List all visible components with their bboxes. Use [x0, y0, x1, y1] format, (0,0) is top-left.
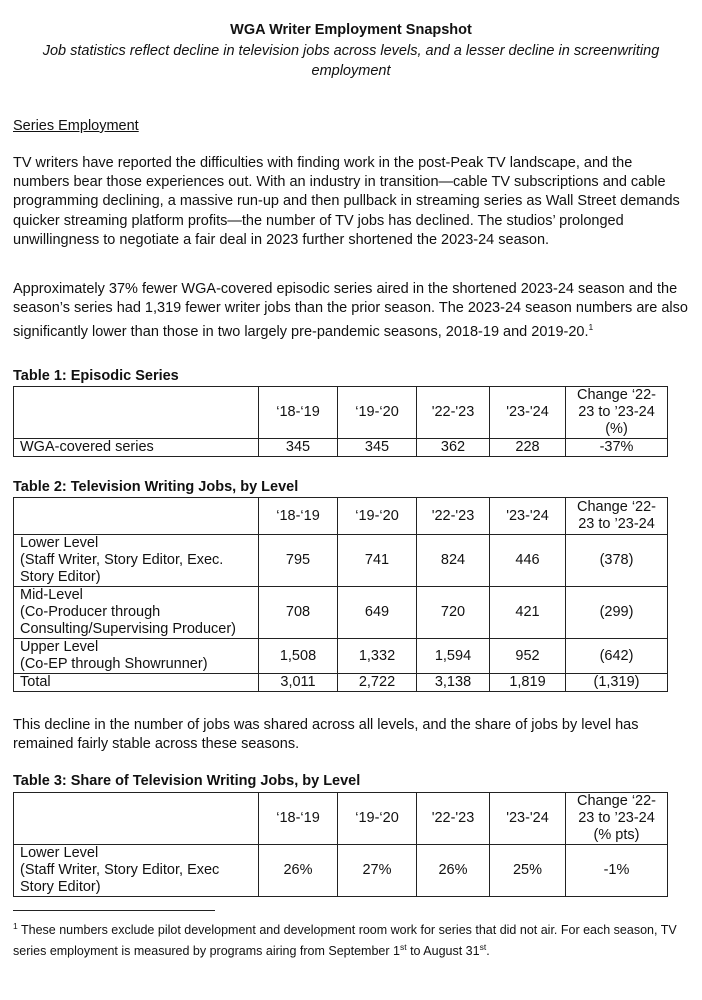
value-cell: 1,508	[259, 639, 338, 674]
footnote-text-2: to August 31	[406, 944, 480, 959]
footnote-divider	[13, 910, 215, 911]
header-cell: '23-'24	[490, 387, 566, 439]
header-cell: '23-'24	[490, 793, 566, 845]
table2-caption: Table 2: Television Writing Jobs, by Level	[13, 479, 299, 495]
row-label-cell: Mid-Level (Co-Producer through Consulting/Supervising Producer)	[14, 587, 259, 639]
header-cell: Change ‘22-23 to ’23-24 (%)	[566, 387, 668, 439]
header-cell: ‘19-‘20	[338, 793, 417, 845]
table1-episodic-series	[13, 386, 668, 457]
table-row	[14, 439, 668, 457]
table-row	[14, 535, 668, 587]
row-label-cell: Upper Level (Co-EP through Showrunner)	[14, 639, 259, 674]
document-title: WGA Writer Employment Snapshot	[230, 22, 472, 38]
value-cell: 795	[259, 535, 338, 587]
value-cell: 952	[490, 639, 566, 674]
footnote	[13, 918, 689, 960]
header-cell: '22-'23	[417, 498, 490, 535]
header-cell: ‘19-‘20	[338, 498, 417, 535]
value-cell: 228	[490, 439, 566, 457]
header-row	[14, 793, 668, 845]
value-cell: (299)	[566, 587, 668, 639]
table-row	[14, 587, 668, 639]
value-cell: (642)	[566, 639, 668, 674]
value-cell: 362	[417, 439, 490, 457]
header-cell-blank	[14, 387, 259, 439]
paragraph-1: TV writers have reported the difficulties with finding work in the post-Peak TV landscape, and the numbers bear those experiences out. With an industry in transition—cable TV subscriptions and cable programming declining, a massive run-up and then pullback in streaming series as Wall Street demands quicker streaming platform profits—the number of TV jobs has declined. The studios’ prolonged unwillingness to negotiate a fair deal in 2023 further shortened the 2023-24 season.	[13, 155, 680, 248]
footnote-marker: 1	[13, 921, 18, 931]
section-heading: Series Employment	[13, 118, 139, 134]
value-cell: 26%	[417, 845, 490, 897]
footnote-sup-2: st	[479, 942, 487, 953]
value-cell: 1,332	[338, 639, 417, 674]
value-cell: 421	[490, 587, 566, 639]
value-cell: 708	[259, 587, 338, 639]
footnote-sup-1: st	[399, 942, 407, 953]
header-cell: Change ‘22-23 to ’23-24 (% pts)	[566, 793, 668, 845]
paragraph-2-text: Approximately 37% fewer WGA-covered episodic series aired in the shortened 2023-24 season and the season’s series had 1,319 fewer writer jobs than the prior season. The 2023-24 season numbers are also significantly lower than those in two largely pre-pandemic seasons, 2018-19 and 2019-20.	[13, 281, 688, 341]
row-label-cell: Lower Level (Staff Writer, Story Editor, Exec Story Editor)	[14, 845, 259, 897]
value-cell: 3,011	[259, 674, 338, 692]
footnote-text-1: These numbers exclude pilot development and development room work for series that did not air. For each season, TV series employment is measured by programs airing from September 1	[13, 923, 677, 959]
value-cell: 25%	[490, 845, 566, 897]
value-cell: 345	[338, 439, 417, 457]
value-cell: 26%	[259, 845, 338, 897]
table-row	[14, 639, 668, 674]
value-cell: 2,722	[338, 674, 417, 692]
paragraph-3: This decline in the number of jobs was shared across all levels, and the share of jobs by level has remained fairly stable across these seasons.	[13, 717, 639, 753]
row-label-cell: Total	[14, 674, 259, 692]
header-cell: '23-'24	[490, 498, 566, 535]
header-row	[14, 387, 668, 439]
header-row	[14, 498, 668, 535]
header-cell: ‘18-‘19	[259, 498, 338, 535]
table1-caption: Table 1: Episodic Series	[13, 368, 179, 384]
value-cell: 446	[490, 535, 566, 587]
paragraph-2	[13, 280, 689, 342]
table-row	[14, 674, 668, 692]
header-cell: '22-'23	[417, 793, 490, 845]
header-cell: ‘18-‘19	[259, 387, 338, 439]
header-cell: '22-'23	[417, 387, 490, 439]
footnote-ref: 1	[588, 322, 594, 333]
header-cell: ‘18-‘19	[259, 793, 338, 845]
value-cell: 720	[417, 587, 490, 639]
value-cell: 741	[338, 535, 417, 587]
footnote-end: .	[486, 944, 490, 959]
header-cell-blank	[14, 498, 259, 535]
value-cell: 27%	[338, 845, 417, 897]
value-cell: 345	[259, 439, 338, 457]
row-label-cell: Lower Level (Staff Writer, Story Editor, Exec. Story Editor)	[14, 535, 259, 587]
value-cell: -37%	[566, 439, 668, 457]
value-cell: 824	[417, 535, 490, 587]
value-cell: (378)	[566, 535, 668, 587]
value-cell: 1,819	[490, 674, 566, 692]
value-cell: 3,138	[417, 674, 490, 692]
table-row	[14, 845, 668, 897]
value-cell: 649	[338, 587, 417, 639]
table3-caption: Table 3: Share of Television Writing Jobs, by Level	[13, 773, 361, 789]
header-cell-blank	[14, 793, 259, 845]
header-cell: Change ‘22-23 to ’23-24	[566, 498, 668, 535]
table2-writing-jobs-by-level	[13, 497, 668, 692]
value-cell: (1,319)	[566, 674, 668, 692]
table3-share-of-jobs-by-level	[13, 792, 668, 897]
value-cell: 1,594	[417, 639, 490, 674]
value-cell: -1%	[566, 845, 668, 897]
header-cell: ‘19-‘20	[338, 387, 417, 439]
document-subtitle: Job statistics reflect decline in television jobs across levels, and a lesser decline in screenwriting employment	[42, 43, 660, 79]
row-label-cell: WGA-covered series	[14, 439, 259, 457]
